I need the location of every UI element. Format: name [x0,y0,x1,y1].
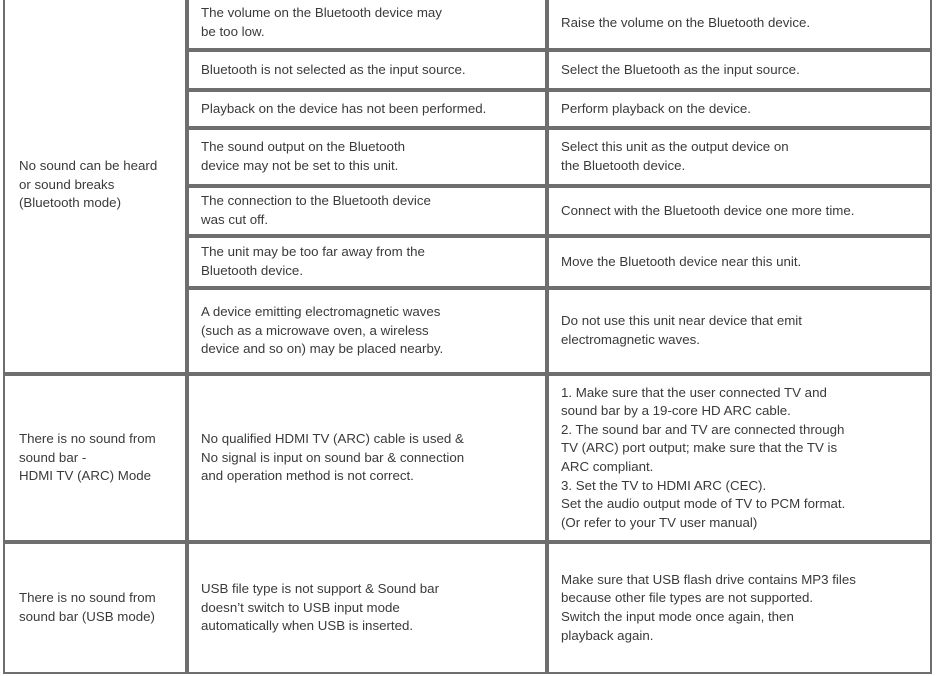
cause-text: The sound output on the Bluetooth device may not be set to this unit. [201,139,406,173]
solution-bt-5 [547,186,932,236]
cause-bt-2 [187,50,547,90]
solution-text: Connect with the Bluetooth device one more time. [561,202,855,218]
symptom-text: There is no sound from sound bar (USB mode) [19,590,156,624]
cause-bt-4 [187,128,547,186]
cause-bt-3 [187,90,547,128]
symptom-text: There is no sound from sound bar - HDMI TV (ARC) Mode [19,431,156,484]
solution-text: Select the Bluetooth as the input source. [561,61,800,77]
cause-text: Playback on the device has not been performed. [201,100,487,116]
solution-text: Select this unit as the output device on the Bluetooth device. [561,139,789,173]
cause-text: The unit may be too far away from the Bluetooth device. [201,244,425,278]
symptom-text: No sound can be heard or sound breaks (Bluetooth mode) [19,158,158,211]
cause-bt-6 [187,236,547,288]
cause-text: Bluetooth is not selected as the input source. [201,61,466,77]
solution-bt-7 [547,288,932,374]
solution-text: Make sure that USB flash drive contains MP3 files because other file types are not supported. Switch the input mode once again, then playback again. [561,571,856,643]
cause-bt-7 [187,288,547,374]
solution-text: Raise the volume on the Bluetooth device. [561,14,811,30]
cause-text: The volume on the Bluetooth device may be too low. [201,5,442,39]
cause-text: No qualified HDMI TV (ARC) cable is used & No signal is input on sound bar & connection and operation method is not correct. [201,431,465,484]
symptom-bluetooth [3,0,187,374]
solution-usb [547,542,932,674]
symptom-hdmi [3,374,187,542]
solution-text: Perform playback on the device. [561,100,751,116]
cause-text: USB file type is not support & Sound bar doesn’t switch to USB input mode automatically when USB is inserted. [201,581,440,634]
solution-bt-3 [547,90,932,128]
cause-text: A device emitting electromagnetic waves (such as a microwave oven, a wireless device and so on) may be placed nearby. [201,304,444,357]
solution-text: Do not use this unit near device that emit electromagnetic waves. [561,313,802,347]
cause-text: The connection to the Bluetooth device was cut off. [201,193,431,227]
cause-usb [187,542,547,674]
cause-bt-1 [187,0,547,50]
cause-bt-5 [187,186,547,236]
symptom-usb [3,542,187,674]
solution-bt-4 [547,128,932,186]
solution-bt-6 [547,236,932,288]
cause-hdmi [187,374,547,542]
solution-hdmi [547,374,932,542]
solution-bt-2 [547,50,932,90]
solution-text: Move the Bluetooth device near this unit. [561,253,802,269]
solution-text: 1. Make sure that the user connected TV and sound bar by a 19-core HD ARC cable. 2. The sound bar and TV are connected through TV (ARC) port output; make sure that the TV is ARC compliant. 3. Set the TV to HDMI ARC (CEC). Set the audio output mode of TV to PCM format. (Or refer to your TV user manual) [561,384,846,530]
solution-bt-1 [547,0,932,50]
